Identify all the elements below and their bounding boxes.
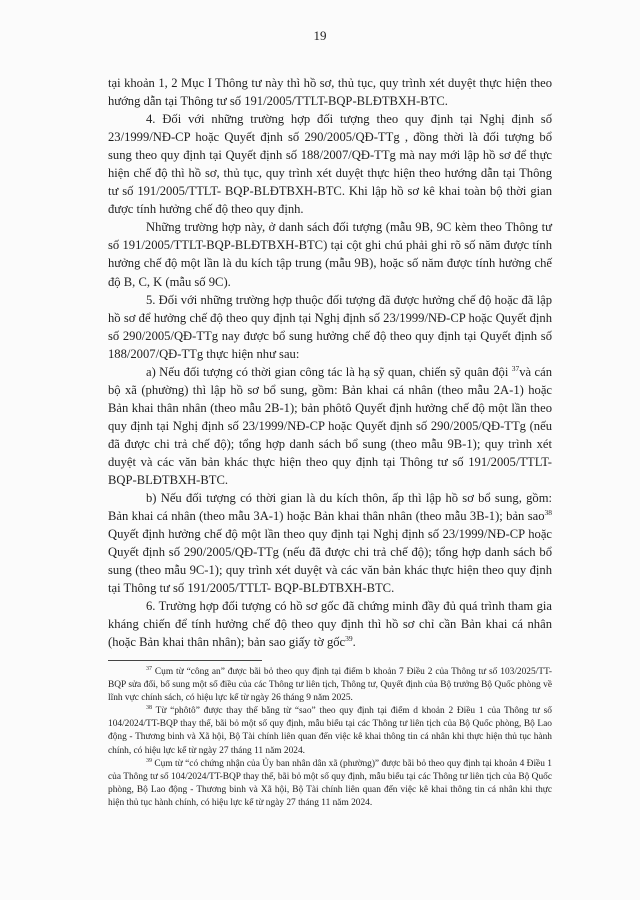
footnote-38 [108,705,552,757]
page-number: 19 [313,28,327,43]
paragraph-item-5a [108,363,552,489]
paragraph-item-6 [108,597,552,651]
paragraph-note-cases: Những trường hợp này, ở danh sách đối tượng (mẫu 9B, 9C kèm theo Thông tư số 191/2005/TTLT-BQP-BLĐTBXH-BTC) tại cột ghi chú phải ghi rõ số năm được tính hưởng chế độ một lần là du kích tập trung (mẫu 9B), hoặc số năm được tính hưởng chế độ B, C, K (mẫu số 9C). [108,220,552,289]
paragraph-5a-text-end: và cán bộ xã (phường) thì lập hồ sơ bổ sung, gồm: Bản khai cá nhân (theo mẫu 2A-1) hoặc Bản khai thân nhân (theo mẫu 2B-1); bản phôtô Quyết định hưởng chế độ một lần theo quy định tại Nghị định số 23/1999/NĐ-CP hoặc Quyết định số 290/2005/QĐ-TTg (nếu đã được chi trả chế độ); tổng hợp danh sách bổ sung (theo mẫu 9B-1); quy trình xét duyệt và các văn bản khác thực hiện theo quy định tại Thông tư số 191/2005/TTLT- BQP-BLĐTBXH-BTC. [108,364,552,488]
footnote-38-number: 38 [146,705,152,712]
paragraph-continuation: tại khoản 1, 2 Mục I Thông tư này thì hồ sơ, thủ tục, quy trình xét duyệt thực hiện theo hướng dẫn tại Thông tư số 191/2005/TTLT-BQP-BLĐTBXH-BTC. [108,76,552,109]
paragraph-item-5b [108,489,552,597]
paragraph-item-4: 4. Đối với những trường hợp đối tượng theo quy định tại Nghị định số 23/1999/NĐ-CP hoặc Quyết định số 290/2005/QĐ-TTg , đồng thời là đối tượng bổ sung theo quy định tại Quyết định số 188/2007/QĐ-TTg mà nay mới lập hồ sơ để thực hiện chế độ thì hồ sơ, thủ tục, quy trình xét duyệt thực hiện theo hướng dẫn tại Thông tư số 191/2005/TTLT- BQP-BLĐTBXH-BTC. Khi lập hồ sơ kê khai toàn bộ thời gian được tính hưởng chế độ theo quy định. [108,112,552,217]
footnote-ref-39[interactable]: 39 [345,634,353,644]
paragraph-6-text: 6. Trường hợp đối tượng có hồ sơ gốc đã chứng minh đầy đủ quá trình tham gia kháng chiến để tính hưởng chế độ theo quy định thì hồ sơ chỉ cần Bản khai cá nhân (hoặc Bản khai thân nhân); bản sao giấy tờ gốc [108,599,552,650]
footnotes [108,666,552,810]
paragraph-6-period: . [352,635,356,650]
footnote-37-number: 37 [146,665,152,672]
paragraph-5a-text-start: a) Nếu đối tượng có thời gian công tác là hạ sỹ quan, chiến sỹ quân đội [146,364,512,379]
body-text [108,74,552,652]
footnote-37 [108,666,552,705]
footnote-37-text: Cụm từ “công an” được bãi bỏ theo quy định tại điểm b khoản 7 Điều 2 của Thông tư số 103/2025/TT-BQP sửa đổi, bổ sung một số điều của các Thông tư liên tịch, Thông tư, Quyết định của Bộ trưởng Bộ Quốc phòng về lĩnh vực chính sách, có hiệu lực kể từ ngày 26 tháng 9 năm 2025. [108,667,552,704]
footnote-38-text: Từ “phôtô” được thay thế bằng từ “sao” theo quy định tại điểm d khoản 2 Điều 1 của Thông tư số 104/2024/TT-BQP thay thế, bãi bỏ một số quy định, mẫu biểu tại các Thông tư liên tịch của Bộ Quốc phòng, Bộ Lao động - Thương binh và Xã hội, Bộ Tài chính liên quan đến việc kê khai thông tin cá nhân khi thực hiện thủ tục hành chính, có hiệu lực kể từ ngày 27 tháng 11 năm 2024. [108,706,552,756]
footnote-ref-37[interactable]: 37 [511,363,520,373]
footnote-separator [108,660,262,661]
paragraph-5b-text-start: b) Nếu đối tượng có thời gian là du kích thôn, ấp thì lập hồ sơ bổ sung, gồm: Bản khai cá nhân (theo mẫu 3A-1) hoặc Bản khai thân nhân (theo mẫu 3B-1); bản sao [108,491,552,524]
paragraph-5b-text-end: Quyết định hưởng chế độ một lần theo quy định tại Nghị định số 23/1999/NĐ-CP hoặc Quyết định số 290/2005/QĐ-TTg (nếu đã được chi trả chế độ); tổng hợp danh sách bổ sung (theo mẫu 9C-1); quy trình xét duyệt và các văn bản khác thực hiện theo quy định tại Thông tư số 191/2005/TTLT- BQP-BLĐTBXH-BTC. [108,527,552,596]
footnote-39-number: 39 [146,757,152,764]
footnote-39 [108,758,552,810]
footnote-39-text: Cụm từ “có chứng nhận của Ủy ban nhân dân xã (phường)” được bãi bỏ theo quy định tại khoản 4 Điều 1 của Thông tư số 104/2024/TT-BQP thay thế, bãi bỏ một số quy định, mẫu biểu tại các Thông tư liên tịch của Bộ Quốc phòng, Bộ Lao động - Thương binh và Xã hội, Bộ Tài chính liên quan đến việc kê khai thông tin cá nhân khi thực hiện thủ tục hành chính, có hiệu lực kể từ ngày 27 tháng 11 năm 2024. [108,758,552,808]
footnote-ref-38[interactable]: 38 [544,507,552,517]
paragraph-item-5: 5. Đối với những trường hợp thuộc đối tượng đã được hưởng chế độ hoặc đã lập hồ sơ để hưởng chế độ theo quy định tại Nghị định số 23/1999/NĐ-CP hoặc Quyết định số 290/2005/QĐ-TTg nay được bổ sung hưởng chế độ theo quy định tại Quyết định số 188/2007/QĐ-TTg thực hiện như sau: [108,292,552,361]
